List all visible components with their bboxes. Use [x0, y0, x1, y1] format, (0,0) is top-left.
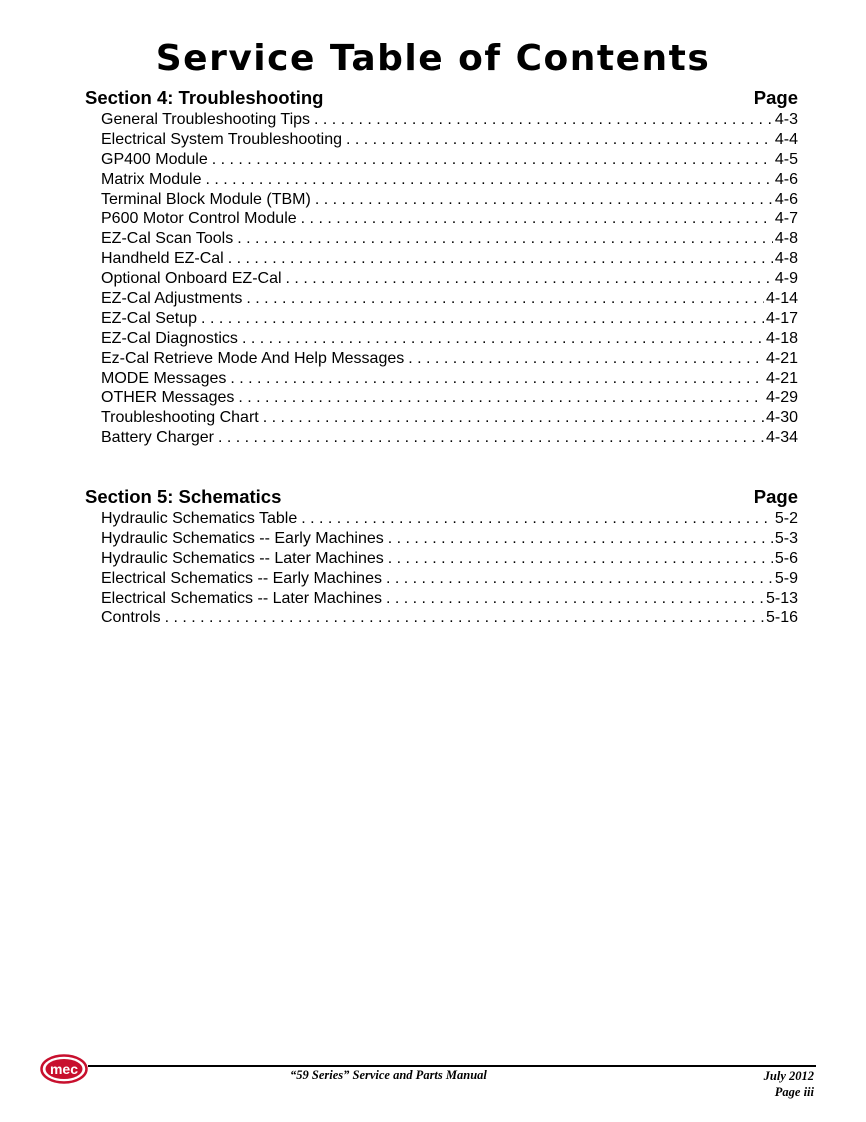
toc-entry[interactable]: [101, 209, 798, 229]
dot-leader: [228, 249, 773, 269]
toc-entry[interactable]: [101, 309, 798, 329]
toc-entries: [101, 110, 798, 448]
toc-entry-title: Electrical Schematics -- Early Machines: [101, 569, 382, 587]
dot-leader: [230, 369, 764, 389]
toc-entry-title: Hydraulic Schematics -- Later Machines: [101, 549, 384, 567]
toc-entry[interactable]: [101, 408, 798, 428]
dot-leader: [238, 388, 764, 408]
toc-entry[interactable]: [101, 608, 798, 628]
page-title: Service Table of Contents: [155, 38, 711, 79]
dot-leader: [386, 569, 773, 589]
toc-entry-page: 4-14: [765, 290, 798, 308]
toc-entry[interactable]: [101, 529, 798, 549]
dot-leader: [301, 509, 773, 529]
toc-entry-title: Electrical System Troubleshooting: [101, 130, 342, 148]
page-column-label: Page: [753, 87, 798, 108]
toc-entry-title: Troubleshooting Chart: [101, 409, 259, 427]
toc-entry-page: 4-17: [765, 309, 798, 327]
toc-entry-page: 4-6: [774, 170, 798, 188]
dot-leader: [212, 150, 773, 170]
toc-entry-page: 5-9: [774, 569, 798, 587]
toc-entry-title: EZ-Cal Adjustments: [101, 290, 243, 308]
footer-date: July 2012: [763, 1069, 814, 1083]
dot-leader: [201, 309, 764, 329]
dot-leader: [242, 329, 764, 349]
toc-entry-page: 4-21: [765, 369, 798, 387]
dot-leader: [286, 269, 773, 289]
toc-entry-title: EZ-Cal Setup: [101, 309, 198, 327]
toc-entry[interactable]: [101, 388, 798, 408]
dot-leader: [388, 529, 773, 549]
toc-entry-page: 5-16: [765, 609, 798, 627]
mec-logo-text: mec: [49, 1061, 79, 1077]
dot-leader: [314, 110, 773, 130]
toc-entry[interactable]: [101, 369, 798, 389]
toc-entry-page: 4-8: [774, 230, 798, 248]
section-header: [85, 86, 798, 110]
toc-entry-title: EZ-Cal Diagnostics: [101, 329, 238, 347]
toc-entry[interactable]: [101, 150, 798, 170]
mec-logo-icon: [40, 1054, 88, 1084]
toc-entry[interactable]: [101, 329, 798, 349]
toc-entry[interactable]: [101, 509, 798, 529]
toc-entry-page: 4-8: [774, 250, 798, 268]
toc-entry[interactable]: [101, 130, 798, 150]
mec-logo: [40, 1054, 88, 1084]
toc-entry[interactable]: [101, 289, 798, 309]
toc-entry-page: 4-6: [774, 190, 798, 208]
toc-entry-title: OTHER Messages: [101, 389, 235, 407]
toc-entry[interactable]: [101, 110, 798, 130]
toc-entry[interactable]: [101, 269, 798, 289]
toc-entry-title: P600 Motor Control Module: [101, 210, 297, 228]
dot-leader: [408, 349, 764, 369]
toc-entry-title: Ez-Cal Retrieve Mode And Help Messages: [101, 349, 405, 367]
toc-entry[interactable]: [101, 589, 798, 609]
toc-entry-page: 4-29: [765, 389, 798, 407]
toc-entry-page: 4-18: [765, 329, 798, 347]
dot-leader: [218, 428, 764, 448]
toc-entry[interactable]: [101, 190, 798, 210]
toc-entry-page: 5-3: [774, 529, 798, 547]
section-header: [85, 485, 798, 509]
toc-entry-page: 4-5: [774, 150, 798, 168]
toc-entry-title: Matrix Module: [101, 170, 202, 188]
toc-entry-page: 5-2: [774, 510, 798, 527]
toc-entry[interactable]: [101, 229, 798, 249]
footer-date-block: [764, 1068, 814, 1100]
toc-entry-page: 4-34: [765, 429, 798, 447]
toc-entry-title: EZ-Cal Scan Tools: [101, 230, 234, 248]
toc-entry-title: Hydraulic Schematics Table: [101, 510, 298, 527]
toc-entry[interactable]: [101, 249, 798, 269]
toc-entry-title: Controls: [101, 609, 161, 627]
toc-entry[interactable]: [101, 569, 798, 589]
dot-leader: [165, 608, 764, 628]
dot-leader: [315, 190, 773, 210]
section-heading: Section 4: Troubleshooting: [85, 87, 324, 108]
toc-entry-title: Electrical Schematics -- Later Machines: [101, 589, 382, 607]
section-heading: Section 5: Schematics: [85, 486, 282, 507]
toc-entry-title: MODE Messages: [101, 369, 227, 387]
dot-leader: [237, 229, 773, 249]
toc-entry-page: 4-7: [774, 210, 798, 228]
dot-leader: [386, 589, 764, 609]
section-4: [85, 86, 798, 448]
section-5: [85, 485, 798, 628]
toc-entry-page: 5-6: [774, 549, 798, 567]
dot-leader: [346, 130, 773, 150]
toc-entry-page: 5-13: [765, 589, 798, 607]
footer-manual-title: “59 Series” Service and Parts Manual: [290, 1068, 487, 1082]
footer-rule: [88, 1065, 816, 1067]
toc-entry-page: 4-30: [765, 409, 798, 427]
toc-entry[interactable]: [101, 549, 798, 569]
toc-entry-page: 4-21: [765, 349, 798, 367]
dot-leader: [263, 408, 764, 428]
dot-leader: [246, 289, 764, 309]
toc-entry-page: 4-4: [774, 130, 798, 148]
toc-entry-title: Terminal Block Module (TBM): [101, 190, 311, 208]
toc-entry[interactable]: [101, 428, 798, 448]
dot-leader: [205, 170, 772, 190]
toc-entry-title: Optional Onboard EZ-Cal: [101, 270, 282, 288]
toc-entry[interactable]: [101, 349, 798, 369]
toc-entry-title: Handheld EZ-Cal: [101, 250, 224, 268]
toc-entry-title: GP400 Module: [101, 150, 208, 168]
dot-leader: [388, 549, 773, 569]
toc-entries: [101, 509, 798, 628]
toc-entry[interactable]: [101, 170, 798, 190]
toc-entry-title: Battery Charger: [101, 429, 214, 447]
dot-leader: [301, 209, 773, 229]
toc-entry-title: Hydraulic Schematics -- Early Machines: [101, 529, 384, 547]
toc-entry-title: General Troubleshooting Tips: [101, 111, 311, 128]
toc-entry-page: 4-9: [774, 270, 798, 288]
toc-entry-page: 4-3: [774, 111, 798, 128]
page-column-label: Page: [753, 486, 798, 507]
footer-page-number: Page iii: [774, 1085, 814, 1099]
